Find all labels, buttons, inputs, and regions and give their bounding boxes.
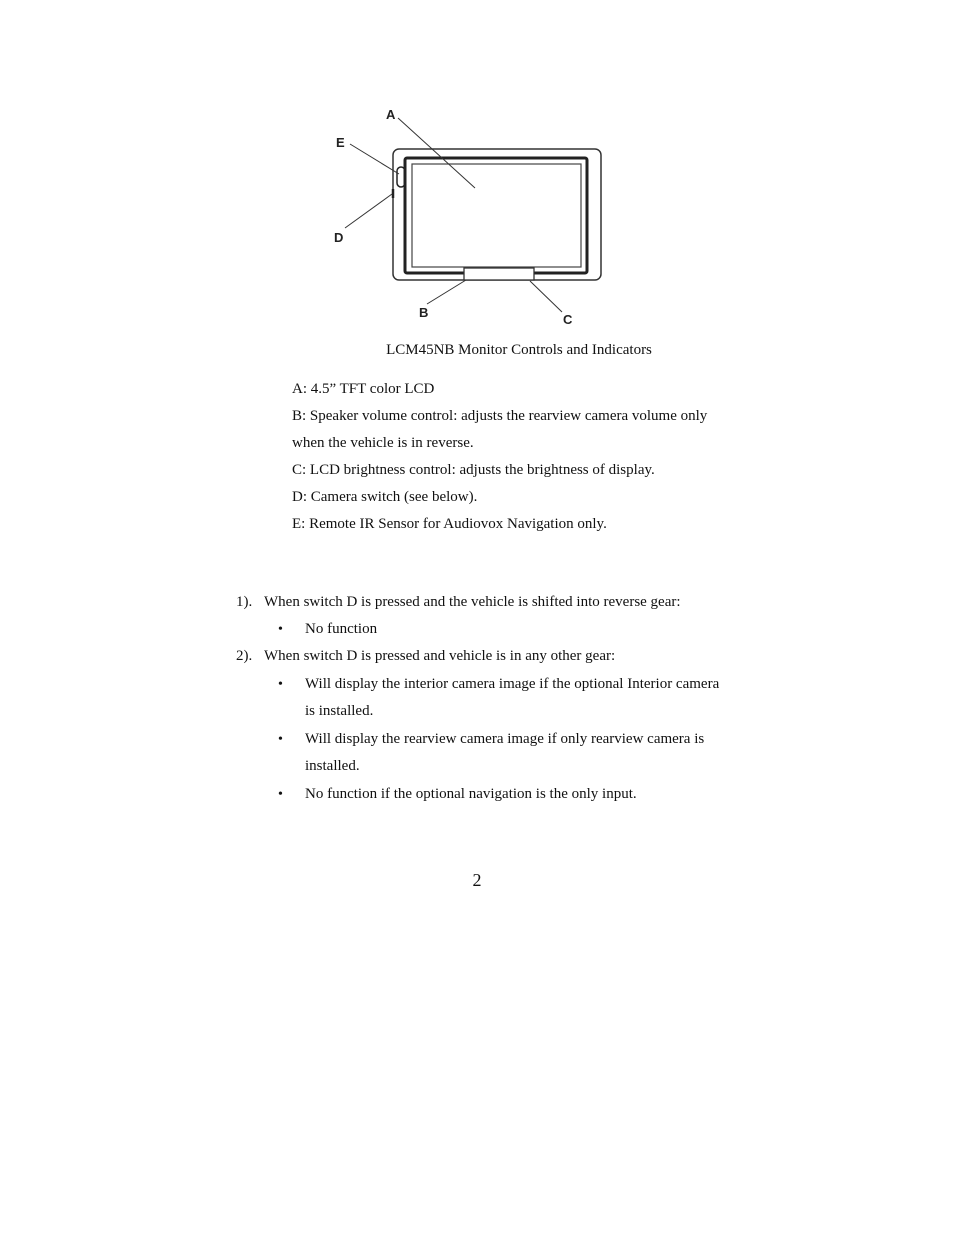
callout-label-d: D [334, 230, 344, 245]
list-item [278, 616, 736, 643]
monitor-diagram [330, 100, 610, 330]
step-text: When switch D is pressed and the vehicle is shifted into reverse gear: [264, 594, 681, 610]
legend-item-b: B: Speaker volume control: adjusts the rearview camera volume only when the vehicle is in reverse. [292, 408, 708, 451]
callout-line-d [345, 194, 392, 228]
step-text: When switch D is pressed and vehicle is in any other gear: [264, 648, 616, 664]
list-item [278, 726, 736, 780]
legend-item-d: D: Camera switch (see below). [292, 489, 478, 505]
bullet-text: No function [305, 621, 378, 637]
figure-caption: LCM45NB Monitor Controls and Indicators [386, 342, 652, 358]
legend-item-a: A: 4.5” TFT color LCD [292, 381, 435, 397]
callout-label-c: C [563, 312, 573, 327]
bullet-text: Will display the rearview camera image if only rearview camera is installed. [305, 731, 705, 774]
monitor-outer-bezel [393, 149, 601, 280]
monitor-screen [412, 164, 581, 267]
bullet-icon: • [278, 732, 283, 747]
bullet-text: Will display the interior camera image if the optional Interior camera is installed. [305, 676, 720, 719]
legend-item-c: C: LCD brightness control: adjusts the brightness of display. [292, 462, 655, 478]
step-number: 2). [236, 648, 253, 664]
bullet-icon: • [278, 677, 283, 692]
callout-label-b: B [419, 305, 429, 320]
step-1 [236, 589, 736, 616]
bullet-text: No function if the optional navigation is the only input. [305, 786, 637, 802]
monitor-control-strip [464, 268, 534, 280]
controls-legend [292, 376, 742, 538]
callout-line-b [427, 280, 466, 304]
legend-item-e: E: Remote IR Sensor for Audiovox Navigation only. [292, 516, 607, 532]
monitor-drawing [330, 100, 610, 330]
callout-label-e: E [336, 135, 345, 150]
list-item [278, 781, 736, 808]
bullet-icon: • [278, 622, 283, 637]
step-1-bullets [236, 616, 736, 643]
page-number: 2 [472, 870, 482, 890]
callout-label-a: A [386, 107, 396, 122]
callout-line-c [530, 281, 562, 312]
callout-line-a [398, 118, 475, 188]
switch-behavior-list [236, 589, 736, 808]
bullet-icon: • [278, 787, 283, 802]
monitor-inner-bezel [405, 158, 587, 273]
callout-line-e [350, 144, 399, 174]
step-number: 1). [236, 594, 253, 610]
step-2 [236, 643, 736, 670]
list-item [278, 671, 736, 725]
step-2-bullets [236, 671, 736, 808]
